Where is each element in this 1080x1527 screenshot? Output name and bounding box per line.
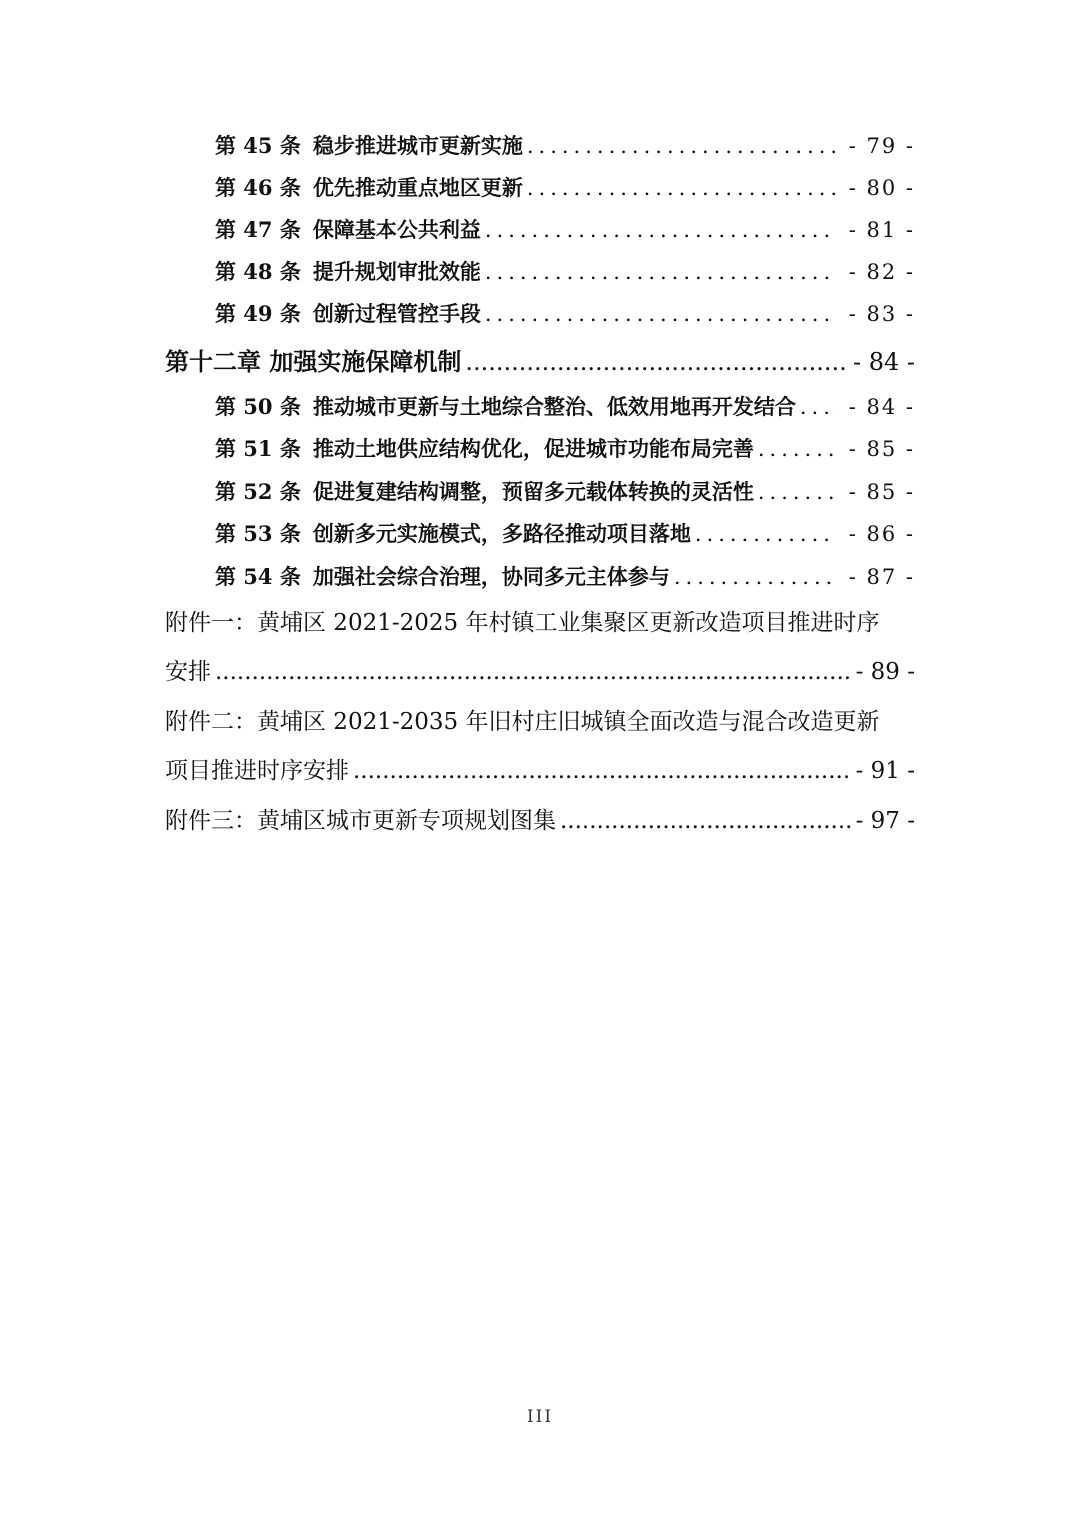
page-number: - 83 - — [848, 302, 915, 326]
article-title: 推动土地供应结构优化，促进城市功能布局完善 — [312, 436, 754, 461]
toc-entry-article-53[interactable] — [215, 518, 915, 548]
article-number: 第 54 条 — [215, 564, 301, 589]
page-number: - 80 - — [848, 176, 915, 200]
toc-entry-chapter-12[interactable] — [165, 342, 915, 376]
article-title: 稳步推进城市更新实施 — [312, 133, 523, 158]
dot-leader — [695, 522, 837, 546]
article-number: 第 52 条 — [215, 479, 301, 504]
article-number: 第 48 条 — [215, 259, 301, 284]
toc-entry-annex-2-line-2[interactable] — [165, 752, 915, 786]
page-number: - 81 - — [848, 218, 915, 242]
article-number: 第 50 条 — [215, 394, 301, 419]
chapter-title: 第十二章 加强实施保障机制 — [165, 347, 462, 376]
article-title: 提升规划审批效能 — [312, 259, 481, 284]
article-number: 第 45 条 — [215, 133, 301, 158]
toc-entry-article-48[interactable] — [215, 256, 915, 286]
dot-leader — [527, 176, 837, 200]
toc-entry-annex-1-line-1[interactable] — [165, 604, 915, 638]
article-title: 优先推动重点地区更新 — [312, 175, 523, 200]
dot-leader — [674, 565, 837, 589]
toc-entry-article-51[interactable] — [215, 433, 915, 463]
toc-entry-annex-1-line-2[interactable] — [165, 653, 915, 687]
page-number: - 85 - — [848, 437, 915, 461]
toc-entry-article-46[interactable] — [215, 172, 915, 202]
dot-leader — [353, 758, 852, 784]
dot-leader — [800, 395, 837, 419]
article-title: 创新多元实施模式，多路径推动项目落地 — [312, 521, 691, 546]
page-number: - 87 - — [848, 565, 915, 589]
toc-entry-article-54[interactable] — [215, 561, 915, 591]
annex-title: 附件一：黄埔区 2021-2025 年村镇工业集聚区更新改造项目推进时序 — [165, 610, 880, 636]
annex-title-continued: 项目推进时序安排 — [165, 758, 349, 784]
page-number: - 89 - — [855, 659, 915, 685]
page-number: - 91 - — [855, 758, 915, 784]
page-number: - 86 - — [848, 522, 915, 546]
dot-leader — [215, 659, 852, 685]
toc-entry-annex-3[interactable] — [165, 802, 915, 836]
page-number: - 97 - — [855, 808, 915, 834]
page-number: - 82 - — [848, 260, 915, 284]
page-footer-number: III — [526, 1407, 554, 1427]
toc-entry-article-45[interactable] — [215, 130, 915, 160]
dot-leader — [485, 260, 837, 284]
dot-leader — [485, 218, 837, 242]
toc-entry-article-49[interactable] — [215, 298, 915, 328]
page-number: - 84 - — [848, 395, 915, 419]
article-title: 保障基本公共利益 — [312, 217, 481, 242]
article-title: 创新过程管控手段 — [312, 301, 481, 326]
toc-entry-article-50[interactable] — [215, 391, 915, 421]
article-number: 第 46 条 — [215, 175, 301, 200]
annex-title-continued: 安排 — [165, 659, 211, 685]
page-number: - 84 - — [852, 348, 915, 376]
article-number: 第 49 条 — [215, 301, 301, 326]
article-title: 加强社会综合治理，协同多元主体参与 — [312, 564, 670, 589]
article-number: 第 47 条 — [215, 217, 301, 242]
annex-title: 附件二：黄埔区 2021-2035 年旧村庄旧城镇全面改造与混合改造更新 — [165, 709, 880, 735]
article-title: 促进复建结构调整，预留多元载体转换的灵活性 — [312, 479, 754, 504]
toc-entry-annex-2-line-1[interactable] — [165, 703, 915, 737]
annex-title: 附件三：黄埔区城市更新专项规划图集 — [165, 808, 556, 834]
dot-leader — [560, 808, 852, 834]
article-title: 推动城市更新与土地综合整治、低效用地再开发结合 — [312, 394, 796, 419]
dot-leader — [758, 480, 837, 504]
toc-entry-article-52[interactable] — [215, 476, 915, 506]
toc-entry-article-47[interactable] — [215, 214, 915, 244]
page-number: - 85 - — [848, 480, 915, 504]
dot-leader — [527, 134, 837, 158]
dot-leader — [485, 302, 837, 326]
article-number: 第 53 条 — [215, 521, 301, 546]
dot-leader — [758, 437, 837, 461]
dot-leader — [465, 348, 849, 376]
article-number: 第 51 条 — [215, 436, 301, 461]
page-number: - 79 - — [848, 134, 915, 158]
